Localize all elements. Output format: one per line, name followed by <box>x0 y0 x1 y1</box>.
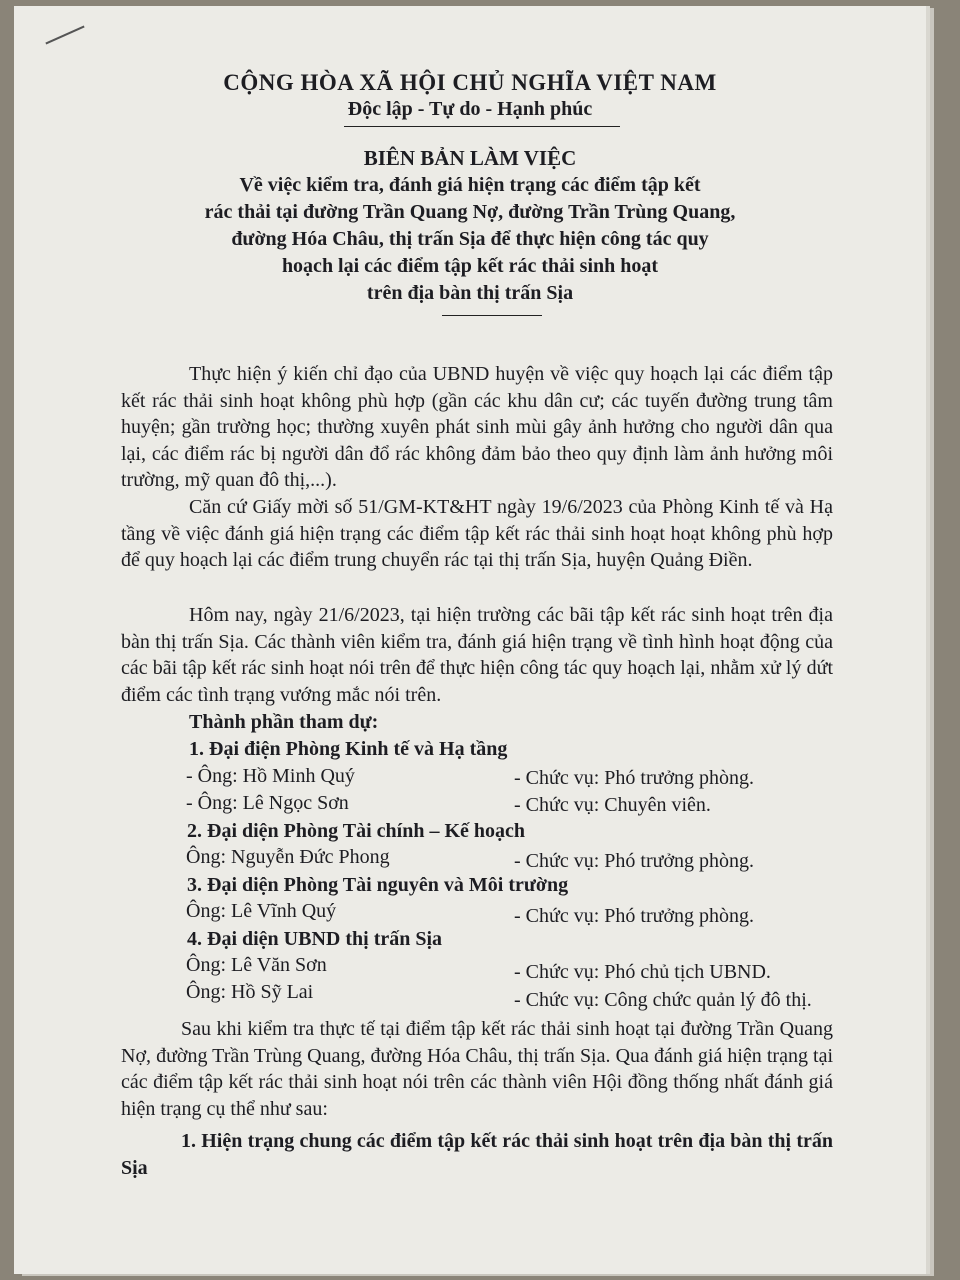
member-name: Ông: Lê Vĩnh Quý <box>186 900 337 922</box>
group-title: 4. Đại diện UBND thị trấn Sịa <box>187 928 443 950</box>
subtitle-line: hoạch lại các điểm tập kết rác thải sinh hoạt <box>281 255 659 277</box>
member-name: Ông: Hồ Sỹ Lai <box>186 981 314 1003</box>
pencil-mark <box>45 26 84 45</box>
document-page <box>14 6 926 1274</box>
group-title: 3. Đại diện Phòng Tài nguyên và Môi trường <box>187 874 569 896</box>
group-title: 1. Đại điện Phòng Kinh tế và Hạ tầng <box>189 738 508 760</box>
member-role: - Chức vụ: Phó trưởng phòng. <box>514 905 755 927</box>
document-subtitle <box>14 172 926 307</box>
paragraph-directive: Thực hiện ý kiến chỉ đạo của UBND huyện về việc quy hoạch lại các điểm tập kết rác thải sinh hoạt không phù hợp (gần các khu dân cư; các tuyến đường trung tâm huyện; gần trường học; thường xuyên phát sinh mùi gây ảnh hưởng cho người dân qua lại, các điểm rác bị người dân đổ rác không đảm bảo theo quy định làm ảnh hưởng môi trường, mỹ quan đô thị,...). <box>121 363 833 491</box>
national-title: CỘNG HÒA XÃ HỘI CHỦ NGHĨA VIỆT NAM <box>223 70 717 95</box>
member-role: - Chức vụ: Chuyên viên. <box>514 794 711 816</box>
paragraph-date: Hôm nay, ngày 21/6/2023, tại hiện trường các bãi tập kết rác sinh hoạt trên địa bàn thị trấn Sịa. Các thành viên kiểm tra, đánh giá hiện trạng về tình hình hoạt động của các bãi tập kết rác sinh hoạt nói trên để thực hiện công tác quy hoạch lại, nhằm xử lý dứt điểm các tình trạng vướng mắc nói trên. <box>121 604 833 706</box>
group-title: 2. Đại diện Phòng Tài chính – Kế hoạch <box>187 820 526 842</box>
member-role: - Chức vụ: Công chức quản lý đô thị. <box>514 989 812 1011</box>
national-motto: Độc lập - Tự do - Hạnh phúc <box>347 98 593 120</box>
subtitle-line: Về việc kiểm tra, đánh giá hiện trạng các điểm tập kết <box>239 174 701 196</box>
paragraph-basis: Căn cứ Giấy mời số 51/GM-KT&HT ngày 19/6/2023 của Phòng Kinh tế và Hạ tầng về việc đánh giá hiện trạng các điểm tập kết rác thải sinh hoạt hoạt không phù hợp để quy hoạch lại các điểm trung chuyển rác tại thị trấn Sịa, huyện Quảng Điền. <box>121 496 833 571</box>
motto-underline <box>344 126 620 127</box>
attendees-heading: Thành phần tham dự: <box>189 711 379 733</box>
section-heading: 1. Hiện trạng chung các điểm tập kết rác thải sinh hoạt trên địa bàn thị trấn Sịa <box>121 1130 833 1179</box>
subtitle-line: đường Hóa Châu, thị trấn Sịa để thực hiện công tác quy <box>231 228 709 250</box>
member-name: - Ông: Lê Ngọc Sơn <box>186 792 349 814</box>
paragraph-findings: Sau khi kiểm tra thực tế tại điểm tập kết rác thải sinh hoạt tại đường Trần Quang Nợ, đường Trần Trùng Quang, đường Hóa Châu, thị trấn Sịa. Qua đánh giá hiện trạng tại các điểm tập kết rác thải sinh hoạt nói trên các thành viên Hội đồng thống nhất đánh giá hiện trạng cụ thể như sau: <box>121 1018 833 1120</box>
subtitle-line: trên địa bàn thị trấn Sịa <box>366 282 574 304</box>
member-name: Ông: Nguyễn Đức Phong <box>186 846 390 868</box>
member-name: - Ông: Hồ Minh Quý <box>186 765 355 787</box>
title-divider <box>442 315 542 316</box>
member-role: - Chức vụ: Phó chủ tịch UBND. <box>514 961 771 983</box>
member-role: - Chức vụ: Phó trưởng phòng. <box>514 850 755 872</box>
document-title: BIÊN BẢN LÀM VIỆC <box>363 146 577 170</box>
subtitle-line: rác thải tại đường Trần Quang Nợ, đường Trần Trùng Quang, <box>204 201 736 223</box>
member-name: Ông: Lê Văn Sơn <box>186 954 327 976</box>
member-role: - Chức vụ: Phó trưởng phòng. <box>514 767 755 789</box>
